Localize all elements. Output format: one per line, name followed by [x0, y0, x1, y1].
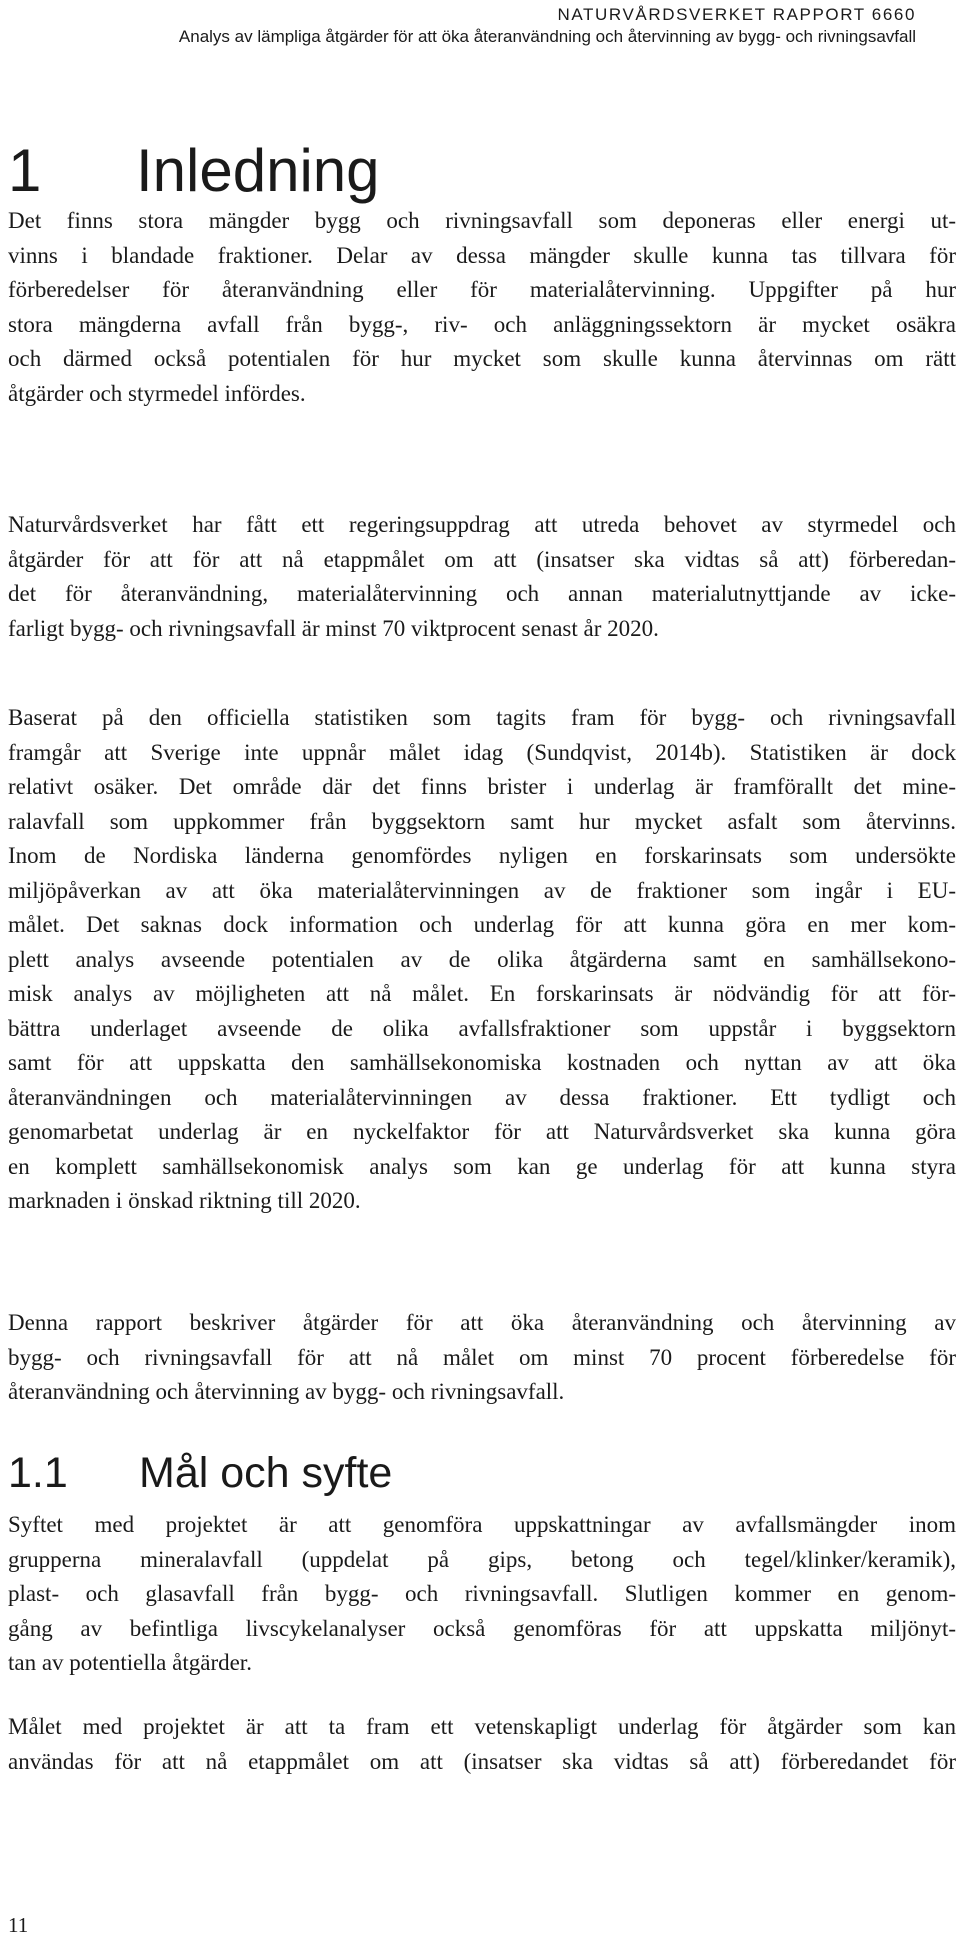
text-line: relativt osäker. Det område där det finns brister i underlag är framförallt det mine-	[8, 774, 956, 799]
text-line: marknaden i önskad riktning till 2020.	[8, 1188, 361, 1213]
text-line: ralavfall som uppkommer från byggsektorn samt hur mycket asfalt som återvinns.	[8, 808, 956, 834]
text-line: framgår att Sverige inte uppnår målet idag (Sundqvist, 2014b). Statistiken är dock	[8, 739, 956, 765]
text-line: plett analys avseende potentialen av de olika åtgärderna samt en samhällsekono-	[8, 946, 956, 972]
report-subtitle: Analys av lämpliga åtgärder för att öka återanvändning och återvinning av bygg- och rivningsavfall	[178, 27, 916, 46]
body-paragraph	[8, 508, 956, 646]
text-line: Det finns stora mängder bygg och rivningsavfall som deponeras eller energi ut-	[8, 208, 956, 233]
text-line: Målet med projektet är att ta fram ett vetenskapligt underlag för åtgärder som kan	[8, 1714, 956, 1739]
text-line: genomarbetat underlag är en nyckelfaktor för att Naturvårdsverket ska kunna göra	[8, 1119, 956, 1144]
body-paragraph	[8, 1710, 956, 1779]
text-line: samt för att uppskatta den samhällsekonomiska kostnaden och nyttan av att öka	[8, 1050, 956, 1075]
text-line: stora mängderna avfall från bygg-, riv- och anläggningssektorn är mycket osäkra	[8, 311, 956, 337]
text-line: återanvändning och återvinning av bygg- och rivningsavfall.	[8, 1379, 565, 1404]
text-line: Baserat på den officiella statistiken som tagits fram för bygg- och rivningsavfall	[8, 705, 956, 730]
body-paragraph	[8, 1306, 956, 1410]
chapter-number: 1	[8, 137, 42, 204]
section-heading	[8, 1447, 392, 1499]
text-line: åtgärder för att för att nå etappmålet om att (insatser ska vidtas så att) förberedan-	[8, 546, 956, 572]
running-header	[179, 4, 916, 48]
text-line: gång av befintliga livscykelanalyser också genomföras för att uppskatta miljönyt-	[8, 1615, 956, 1641]
text-line: och därmed också potentialen för hur mycket som skulle kunna återvinnas om rätt	[8, 346, 956, 371]
text-line: tan av potentiella åtgärder.	[8, 1650, 252, 1675]
text-line: bygg- och rivningsavfall för att nå målet om minst 70 procent förberedelse för	[8, 1344, 956, 1370]
section-number: 1.1	[8, 1449, 68, 1497]
report-label: NATURVÅRDSVERKET RAPPORT 6660	[557, 5, 916, 24]
text-line: förberedelser för återanvändning eller för materialåtervinning. Uppgifter på hur	[8, 277, 956, 302]
text-line: Syftet med projektet är att genomföra uppskattningar av avfallsmängder inom	[8, 1512, 956, 1537]
text-line: misk analys av möjligheten att nå målet. En forskarinsats är nödvändig för att för-	[8, 981, 956, 1006]
text-line: Naturvårdsverket har fått ett regeringsuppdrag att utreda behovet av styrmedel och	[8, 512, 956, 537]
text-line: farligt bygg- och rivningsavfall är minst 70 viktprocent senast år 2020.	[8, 615, 659, 641]
body-paragraph	[8, 701, 956, 1219]
text-line: målet. Det saknas dock information och underlag för att kunna göra en mer kom-	[8, 912, 956, 937]
text-line: åtgärder och styrmedel infördes.	[8, 380, 306, 406]
text-line: vinns i blandade fraktioner. Delar av dessa mängder skulle kunna tas tillvara för	[8, 242, 956, 268]
text-line: det för återanvändning, materialåtervinning och annan materialutnyttjande av icke-	[8, 581, 956, 606]
text-line: Inom de Nordiska länderna genomfördes nyligen en forskarinsats som undersökte	[8, 843, 956, 868]
body-paragraph	[8, 1508, 956, 1681]
chapter-title: Inledning	[136, 137, 380, 204]
text-line: en komplett samhällsekonomisk analys som kan ge underlag för att kunna styra	[8, 1153, 956, 1179]
body-paragraph	[8, 204, 956, 411]
text-line: miljöpåverkan av att öka materialåtervinningen av de fraktioner som ingår i EU-	[8, 877, 956, 903]
text-line: användas för att nå etappmålet om att (insatser ska vidtas så att) förberedandet för	[8, 1748, 956, 1774]
text-line: Denna rapport beskriver åtgärder för att öka återanvändning och återvinning av	[8, 1310, 956, 1335]
section-title: Mål och syfte	[139, 1449, 393, 1497]
text-line: plast- och glasavfall från bygg- och rivningsavfall. Slutligen kommer en genom-	[8, 1581, 956, 1606]
text-line: bättra underlaget avseende de olika avfallsfraktioner som uppstår i byggsektorn	[8, 1015, 956, 1041]
text-line: grupperna mineralavfall (uppdelat på gips, betong och tegel/klinker/keramik),	[8, 1546, 956, 1572]
text-line: återanvändningen och materialåtervinningen av dessa fraktioner. Ett tydligt och	[8, 1084, 956, 1110]
page-number: 11	[8, 1913, 29, 1937]
chapter-heading	[8, 136, 380, 206]
